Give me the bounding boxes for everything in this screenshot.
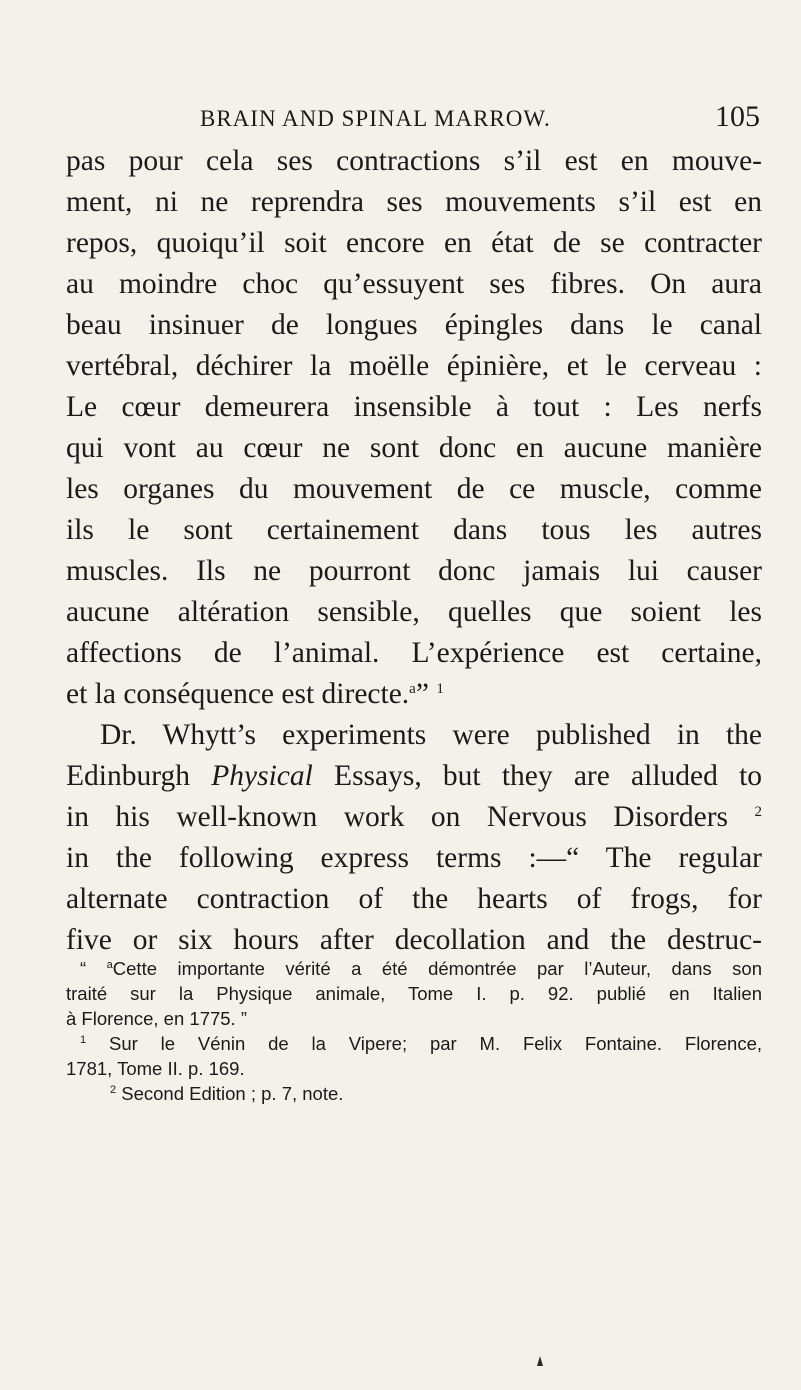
body-line-text: et la conséquence est directe. <box>66 678 410 710</box>
body-line: qui vont au cœur ne sont donc en aucune manière <box>66 432 762 464</box>
footnote-text: Sur le Vénin de la Vipere; par M. Felix Fontaine. Florence, <box>109 1033 763 1054</box>
body-line <box>66 797 762 838</box>
body-line: alternate contraction of the hearts of frogs, for <box>66 883 762 915</box>
opening-quote: “ <box>80 958 107 979</box>
note-reference-1: 1 <box>436 681 444 697</box>
note-reference-2: 2 <box>754 804 763 820</box>
body-line-text: in his well-known work on Nervous Disorders <box>66 801 729 833</box>
body-line-text: Edinburgh <box>66 760 191 792</box>
running-header <box>200 100 760 140</box>
body-line: vertébral, déchirer la moëlle épinière, et le cerveau : <box>66 350 762 382</box>
page-number: 105 <box>715 100 760 133</box>
body-line: pas pour cela ses contractions s’il est en mouve- <box>66 145 762 177</box>
footnote-line: 1781, Tome II. p. 169. <box>66 1058 245 1079</box>
body-line <box>66 756 762 797</box>
footnote-text: Cette importante vérité a été démontrée par l’Auteur, dans son <box>112 958 762 979</box>
ink-speck <box>537 1356 543 1366</box>
note-reference-a: a <box>409 681 416 697</box>
footnote-line <box>66 1081 762 1106</box>
body-line: Dr. Whytt’s experiments were published in the <box>100 719 762 751</box>
body-line: repos, quoiqu’il soit encore en état de se contracter <box>66 227 762 259</box>
body-line: five or six hours after decollation and the destruc- <box>66 924 762 956</box>
footnote-line: traité sur la Physique animale, Tome I. p. 92. publié en Italien <box>66 983 762 1004</box>
footnote-text: Second Edition ; p. 7, note. <box>121 1083 344 1104</box>
body-line: ils le sont certainement dans tous les autres <box>66 514 762 546</box>
italic-title: Physical <box>211 760 313 792</box>
body-line: aucune altération sensible, quelles que soient les <box>66 596 762 628</box>
body-line: ment, ni ne reprendra ses mouvements s’il est en <box>66 186 762 218</box>
running-title: BRAIN AND SPINAL MARROW. <box>200 106 551 131</box>
closing-quote: ” <box>415 678 437 710</box>
footnote-line <box>66 1031 762 1056</box>
footnote-line <box>66 956 762 981</box>
body-text <box>66 141 762 961</box>
body-line: in the following express terms :—“ The regular <box>66 842 762 874</box>
body-line: au moindre choc qu’essuyent ses fibres. On aura <box>66 268 762 300</box>
footnote-mark-a: a <box>106 959 113 971</box>
body-line: muscles. Ils ne pourront donc jamais lui causer <box>66 555 762 587</box>
footnote-mark-2: 2 <box>110 1084 117 1096</box>
body-line: les organes du mouvement de ce muscle, comme <box>66 473 762 505</box>
body-line-text: Essays, but they are alluded to <box>334 760 763 792</box>
body-line: affections de l’animal. L’expérience est certaine, <box>66 637 762 669</box>
body-line: Le cœur demeurera insensible à tout : Les nerfs <box>66 391 762 423</box>
footnote-mark-1: 1 <box>80 1034 87 1046</box>
footnote-line: à Florence, en 1775. ” <box>66 1008 247 1029</box>
body-line: beau insinuer de longues épingles dans le canal <box>66 309 762 341</box>
footnotes <box>66 956 762 1106</box>
body-line <box>66 674 762 715</box>
